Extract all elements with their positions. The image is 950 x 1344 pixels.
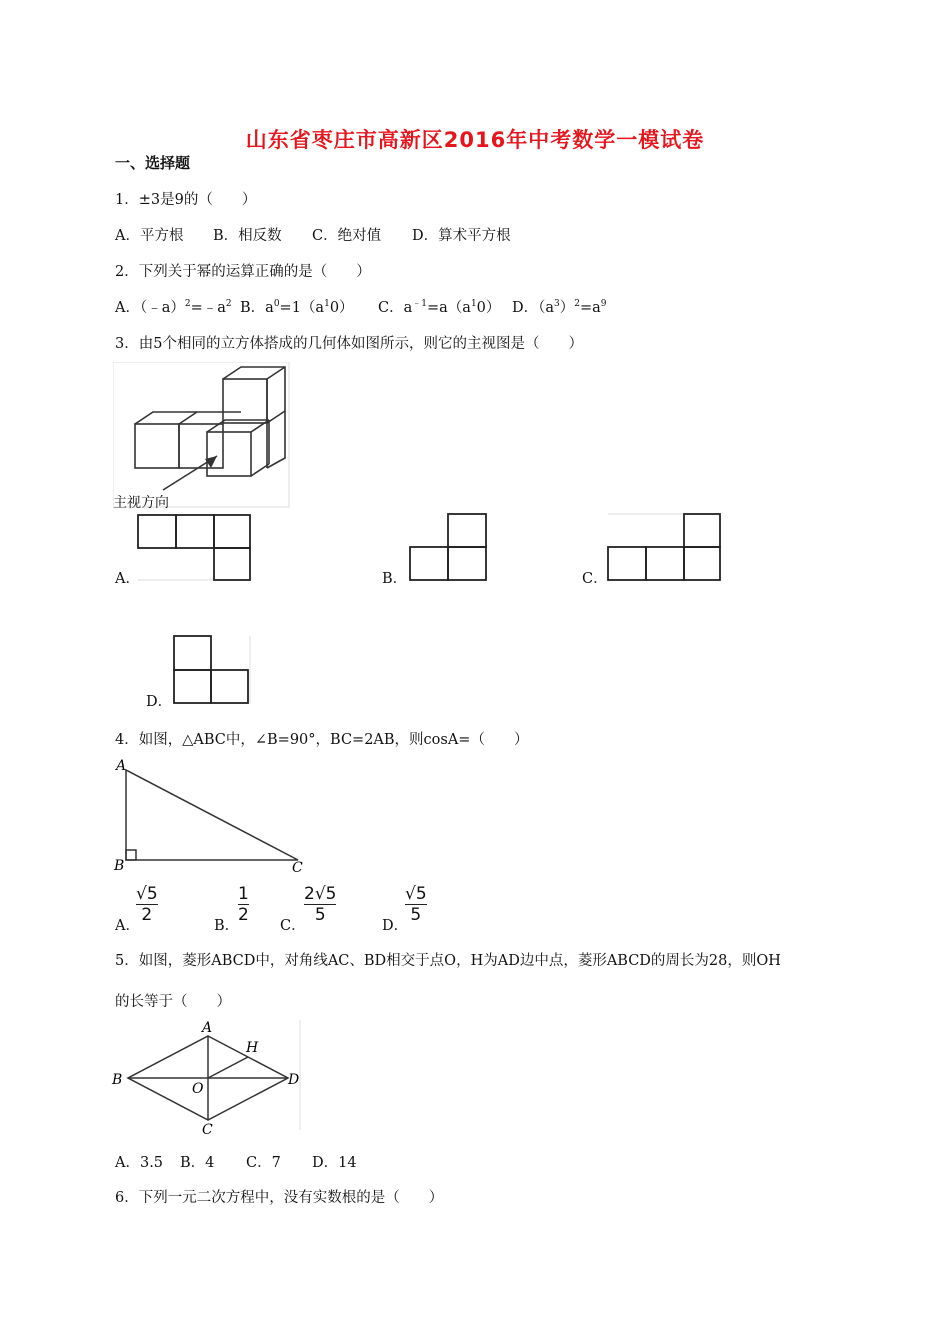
q2-option-c: C．$a^{﹣1}=a(a^10)$ [378,299,501,316]
q3-option-c-view [606,512,724,582]
q1-option-a: A．平方根 [115,228,184,244]
q5-label-o: O [192,1081,204,1097]
q5-option-d: D．14 [312,1155,357,1171]
q5-option-c: C．7 [246,1155,281,1171]
q4-option-d-fraction: √5 5 [405,884,427,925]
question-5-stem-line2: 的长等于（ ） [115,994,231,1010]
q4-option-d: D． [382,918,409,934]
q5-option-b: B．4 [180,1155,215,1171]
q4-option-c: C． [280,918,306,934]
q3-option-a-view [136,510,254,582]
q2-option-d: D．$(a^3)^2=a^9$ [512,299,607,316]
q5-label-h: H [246,1040,259,1056]
q5-rhombus-figure [110,1018,304,1138]
q1-option-d: D．算术平方根 [412,228,511,244]
q1-option-c: C．绝对值 [312,228,382,244]
question-3-stem: 3．由5个相同的立方体搭成的几何体如图所示，则它的主视图是（ ） [115,336,583,352]
q5-label-c: C [202,1122,213,1138]
q3-option-b: B． [382,571,408,587]
question-5-stem-line1: 5．如图，菱形ABCD中，对角线AC、BD相交于点O，H为AD边中点，菱形ABCD的周长为28，则OH [115,953,781,969]
q4-option-c-fraction: 2√5 5 [304,884,337,925]
document-title: 山东省枣庄市高新区2016年中考数学一模试卷 [245,128,705,152]
q3-view-direction-label: 主视方向 [113,495,169,511]
q3-option-c: C． [582,571,608,587]
q4-label-c: C [292,860,303,874]
q5-option-a: A．3.5 [115,1155,164,1171]
q5-label-b: B [112,1072,123,1088]
q4-option-a: A． [115,918,140,934]
q2-option-b: B．$a^0=1(a^10)$ [240,299,354,316]
q3-option-d: D． [146,694,173,710]
q4-option-b-fraction: 1 2 [238,884,249,925]
q4-label-a: A [116,758,127,774]
q3-option-b-view [408,512,490,582]
q3-option-a: A． [115,571,140,587]
question-6-stem: 6．下列一元二次方程中，没有实数根的是（ ） [115,1190,444,1206]
q3-solid-figure [113,362,293,510]
q4-label-b: B [114,858,125,874]
q1-option-b: B．相反数 [213,228,282,244]
q5-label-a: A [202,1020,213,1036]
q2-option-a: A．$(﹣a)^2=﹣a^2$ [115,299,232,316]
q5-label-d: D [288,1072,300,1088]
question-2-stem: 2．下列关于幂的运算正确的是（ ） [115,264,371,280]
question-4-stem: 4．如图，△ABC中，∠B=90°，BC=2AB，则cosA=（ ） [115,732,529,748]
q4-option-a-fraction: √5 2 [136,884,158,925]
q4-option-b: B． [214,918,240,934]
q4-triangle-figure [112,756,308,874]
question-1-stem: 1．±3是9的（ ） [115,192,257,208]
section-heading: 一、选择题 [115,154,191,172]
q3-option-d-view [170,634,254,706]
